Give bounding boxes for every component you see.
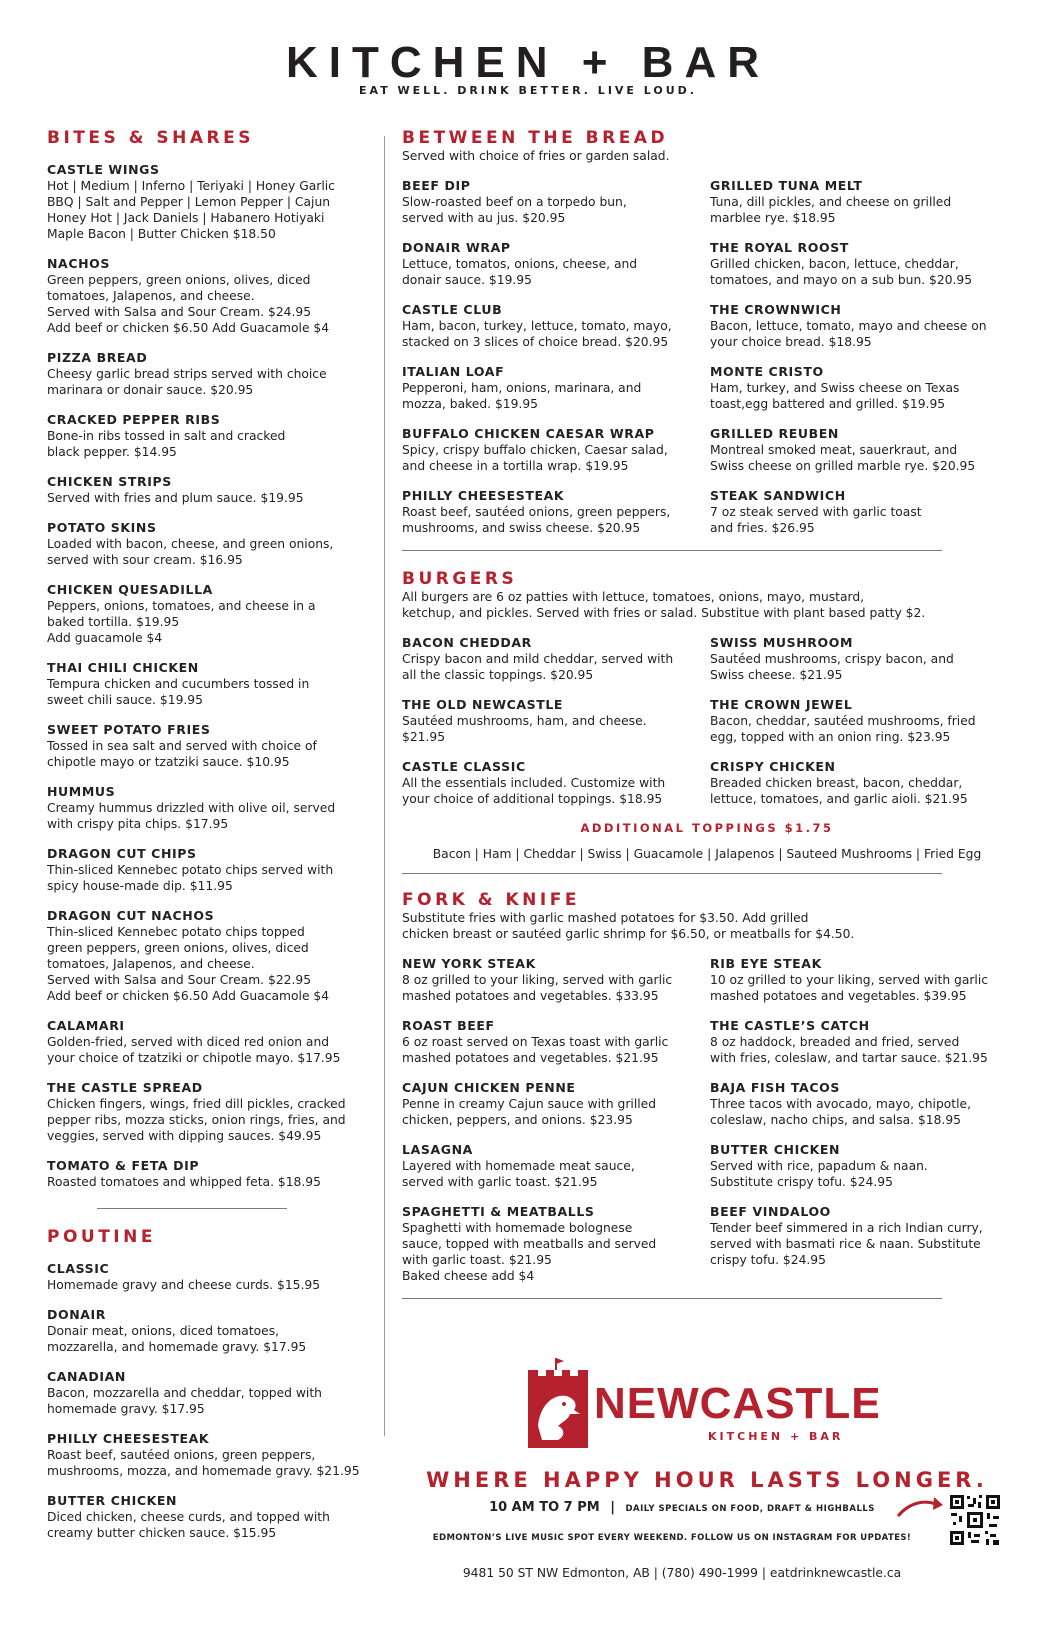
- fork-grid: [402, 942, 1012, 1284]
- menu-item-name: SWEET POTATO FRIES: [47, 722, 211, 737]
- menu-item-name: POTATO SKINS: [47, 520, 157, 535]
- menu-item: [402, 178, 710, 226]
- castle-dragon-logo-icon: [528, 1356, 878, 1448]
- menu-item: [710, 1018, 1010, 1066]
- menu-item: [402, 635, 710, 683]
- menu-item: [402, 1080, 710, 1128]
- menu-item: [402, 956, 710, 1004]
- menu-item-desc: Penne in creamy Cajun sauce with grilled chicken, peppers, and onions. $23.95: [402, 1097, 657, 1127]
- menu-item: [47, 1261, 367, 1293]
- menu-item-name: CAJUN CHICKEN PENNE: [402, 1080, 576, 1095]
- menu-item: [47, 784, 367, 832]
- menu-item-desc: Bone-in ribs tossed in salt and cracked black pepper. $14.95: [47, 429, 286, 459]
- menu-item-desc: All the essentials included. Customize with your choice of additional toppings. $18.95: [402, 776, 666, 806]
- menu-item-desc: Layered with homemade meat sauce, served with garlic toast. $21.95: [402, 1159, 635, 1189]
- menu-item-desc: Roast beef, sautéed onions, green peppers, mushrooms, mozza, and homemade gravy. $21.95: [47, 1448, 360, 1478]
- menu-item-desc: Creamy hummus drizzled with olive oil, served with crispy pita chips. $17.95: [47, 801, 336, 831]
- toppings-title: ADDITIONAL TOPPINGS $1.75: [580, 821, 834, 835]
- menu-item-desc: Thin-sliced Kennebec potato chips served with spicy house-made dip. $11.95: [47, 863, 334, 893]
- left-column: [47, 128, 367, 1541]
- menu-item-desc: Crispy bacon and mild cheddar, served with all the classic toppings. $20.95: [402, 652, 674, 682]
- menu-item: [47, 722, 367, 770]
- burgers-grid: [402, 621, 1012, 807]
- menu-item: [47, 256, 367, 336]
- fork-section-title: FORK & KNIFE: [402, 890, 580, 910]
- bread-divider: [402, 550, 942, 551]
- menu-item-name: PIZZA BREAD: [47, 350, 148, 365]
- menu-item-name: RIB EYE STEAK: [710, 956, 822, 971]
- menu-item-name: CRACKED PEPPER RIBS: [47, 412, 221, 427]
- burgers-divider: [402, 873, 942, 874]
- menu-item-name: GRILLED TUNA MELT: [710, 178, 863, 193]
- qr-code-icon[interactable]: [949, 1494, 1001, 1546]
- menu-item-name: CANADIAN: [47, 1369, 126, 1384]
- menu-item-desc: Pepperoni, ham, onions, marinara, and mozza, baked. $19.95: [402, 381, 642, 411]
- newcastle-logo: [528, 1356, 878, 1448]
- menu-item: [47, 582, 367, 646]
- menu-item-name: MONTE CRISTO: [710, 364, 824, 379]
- menu-item: [47, 474, 367, 506]
- menu-item-desc: Sautéed mushrooms, crispy bacon, and Swiss cheese. $21.95: [710, 652, 954, 682]
- menu-item-desc: Tender beef simmered in a rich Indian curry, served with basmati rice & naan. Substitute crispy tofu. $24.95: [710, 1221, 983, 1267]
- menu-item: [47, 1493, 367, 1541]
- specials-text: DAILY SPECIALS ON FOOD, DRAFT & HIGHBALLS: [625, 1504, 875, 1514]
- menu-item-desc: Ham, turkey, and Swiss cheese on Texas toast,egg battered and grilled. $19.95: [710, 381, 960, 411]
- menu-item: [710, 1080, 1010, 1128]
- menu-item-desc: Served with fries and plum sauce. $19.95: [47, 491, 304, 505]
- menu-item: [47, 1158, 367, 1190]
- bread-section-title: BETWEEN THE BREAD: [402, 128, 669, 148]
- menu-item: [710, 635, 1010, 683]
- menu-item-name: LASAGNA: [402, 1142, 473, 1157]
- menu-item-name: DRAGON CUT CHIPS: [47, 846, 197, 861]
- menu-item-name: DRAGON CUT NACHOS: [47, 908, 215, 923]
- menu-item-name: GRILLED REUBEN: [710, 426, 839, 441]
- menu-item-name: CASTLE CLUB: [402, 302, 503, 317]
- logo-name: NEWCASTLE: [594, 1379, 878, 1428]
- menu-item: [402, 302, 710, 350]
- menu-item-name: DONAIR WRAP: [402, 240, 511, 255]
- curved-arrow-icon: [896, 1494, 944, 1520]
- menu-item: [402, 1018, 710, 1066]
- right-column: [402, 128, 1012, 1299]
- menu-item-desc: 8 oz haddock, breaded and fried, served with fries, coleslaw, and tartar sauce. $21.95: [710, 1035, 988, 1065]
- menu-item-desc: Golden-fried, served with diced red onion and your choice of tzatziki or chipotle mayo. $17.95: [47, 1035, 341, 1065]
- menu-item-desc: Roasted tomatoes and whipped feta. $18.95: [47, 1175, 321, 1189]
- menu-item-desc: Cheesy garlic bread strips served with choice marinara or donair sauce. $20.95: [47, 367, 327, 397]
- column-divider: [384, 136, 385, 1436]
- menu-item-name: DONAIR: [47, 1307, 107, 1322]
- menu-item-name: THE OLD NEWCASTLE: [402, 697, 564, 712]
- menu-item: [402, 1142, 710, 1190]
- menu-item: [47, 660, 367, 708]
- menu-item-name: THE CROWNWICH: [710, 302, 842, 317]
- menu-item-name: THE CASTLE SPREAD: [47, 1080, 203, 1095]
- toppings-list: Bacon | Ham | Cheddar | Swiss | Guacamole | Jalapenos | Sauteed Mushrooms | Fried Egg: [432, 847, 982, 861]
- menu-item-name: BUTTER CHICKEN: [47, 1493, 178, 1508]
- menu-item-name: BAJA FISH TACOS: [710, 1080, 840, 1095]
- menu-item-name: TOMATO & FETA DIP: [47, 1158, 200, 1173]
- fork-divider: [402, 1298, 942, 1299]
- menu-item-name: NEW YORK STEAK: [402, 956, 536, 971]
- menu-item: [47, 908, 367, 1004]
- menu-item-desc: Diced chicken, cheese curds, and topped with creamy butter chicken sauce. $15.95: [47, 1510, 330, 1540]
- menu-item-desc: Green peppers, green onions, olives, diced tomatoes, Jalapenos, and cheese. Served with Salsa and Sour Cream. $24.95 Add beef or chicken $6.50 Add Guacamole $4: [47, 273, 330, 335]
- menu-item: [710, 759, 1010, 807]
- menu-item-name: SPAGHETTI & MEATBALLS: [402, 1204, 595, 1219]
- menu-item: [710, 488, 1010, 536]
- happy-hour-slogan: WHERE HAPPY HOUR LASTS LONGER.: [426, 1468, 988, 1492]
- menu-item-name: NACHOS: [47, 256, 110, 271]
- menu-item: [402, 697, 710, 745]
- hours-line: [402, 1500, 962, 1515]
- menu-item-name: CHICKEN QUESADILLA: [47, 582, 213, 597]
- hours-text: 10 AM TO 7 PM: [489, 1500, 600, 1515]
- menu-item: [47, 1080, 367, 1144]
- menu-item: [710, 1142, 1010, 1190]
- menu-item: [710, 240, 1010, 288]
- menu-item: [47, 1369, 367, 1417]
- menu-item: [402, 759, 710, 807]
- live-music-line: EDMONTON’S LIVE MUSIC SPOT EVERY WEEKEND. FOLLOW US ON INSTAGRAM FOR UPDATES!: [432, 1533, 912, 1543]
- menu-item-name: BACON CHEDDAR: [402, 635, 532, 650]
- menu-item-desc: Peppers, onions, tomatoes, and cheese in a baked tortilla. $19.95 Add guacamole $4: [47, 599, 316, 645]
- menu-item-desc: Tossed in sea salt and served with choice of chipotle mayo or tzatziki sauce. $10.95: [47, 739, 317, 769]
- menu-item: [710, 697, 1010, 745]
- burgers-subtitle: All burgers are 6 oz patties with lettuce, tomatoes, onions, mayo, mustard, ketchup, and pickles. Served with fries or salad. Substitue with plant based patty $2.: [402, 590, 926, 620]
- poutine-list: [47, 1261, 367, 1541]
- menu-item-desc: Spaghetti with homemade bolognese sauce, topped with meatballs and served with garlic toast. $21.95 Baked cheese add $4: [402, 1221, 657, 1283]
- menu-title: KITCHEN + BAR: [285, 38, 771, 87]
- menu-item-name: CASTLE CLASSIC: [402, 759, 526, 774]
- menu-item: [402, 1204, 710, 1284]
- menu-item-name: HUMMUS: [47, 784, 116, 799]
- menu-item-desc: Donair meat, onions, diced tomatoes, mozzarella, and homemade gravy. $17.95: [47, 1324, 307, 1354]
- menu-item-desc: Montreal smoked meat, sauerkraut, and Swiss cheese on grilled marble rye. $20.95: [710, 443, 976, 473]
- menu-item-desc: Bacon, lettuce, tomato, mayo and cheese on your choice bread. $18.95: [710, 319, 987, 349]
- menu-item: [47, 350, 367, 398]
- menu-item-desc: 6 oz roast served on Texas toast with garlic mashed potatoes and vegetables. $21.95: [402, 1035, 669, 1065]
- menu-item: [47, 1018, 367, 1066]
- menu-item: [47, 412, 367, 460]
- menu-item-desc: Roast beef, sautéed onions, green peppers, mushrooms, and swiss cheese. $20.95: [402, 505, 671, 535]
- menu-item: [47, 520, 367, 568]
- menu-item-name: THE ROYAL ROOST: [710, 240, 849, 255]
- menu-item-name: STEAK SANDWICH: [710, 488, 846, 503]
- menu-item-desc: Spicy, crispy buffalo chicken, Caesar salad, and cheese in a tortilla wrap. $19.95: [402, 443, 668, 473]
- menu-item-name: ITALIAN LOAF: [402, 364, 505, 379]
- menu-item-name: CRISPY CHICKEN: [710, 759, 836, 774]
- bites-list: [47, 162, 367, 1190]
- menu-item-desc: Breaded chicken breast, bacon, cheddar, lettuce, tomatoes, and garlic aioli. $21.95: [710, 776, 968, 806]
- menu-item-desc: Chicken fingers, wings, fried dill pickles, cracked pepper ribs, mozza sticks, onion rings, fries, and veggies, served with dipping sauces. $49.95: [47, 1097, 346, 1143]
- menu-item-name: SWISS MUSHROOM: [710, 635, 854, 650]
- menu-item-name: BEEF DIP: [402, 178, 471, 193]
- menu-item: [710, 364, 1010, 412]
- menu-item: [710, 956, 1010, 1004]
- menu-item-desc: 8 oz grilled to your liking, served with garlic mashed potatoes and vegetables. $33.95: [402, 973, 673, 1003]
- menu-tagline: EAT WELL. DRINK BETTER. LIVE LOUD.: [359, 84, 697, 97]
- menu-item: [402, 426, 710, 474]
- menu-item-desc: Tempura chicken and cucumbers tossed in sweet chili sauce. $19.95: [47, 677, 310, 707]
- menu-item-name: PHILLY CHEESESTEAK: [47, 1431, 210, 1446]
- bread-grid: [402, 164, 1012, 536]
- fork-subtitle: Substitute fries with garlic mashed potatoes for $3.50. Add grilled chicken breast or sautéed garlic shrimp for $6.50, or meatballs for $4.50.: [402, 911, 855, 941]
- menu-item-name: CALAMARI: [47, 1018, 125, 1033]
- burgers-section-title: BURGERS: [402, 569, 518, 589]
- menu-item: [402, 488, 710, 536]
- menu-item: [710, 178, 1010, 226]
- menu-item-desc: Homemade gravy and cheese curds. $15.95: [47, 1278, 321, 1292]
- menu-item-name: BUFFALO CHICKEN CAESAR WRAP: [402, 426, 655, 441]
- menu-item-name: CHICKEN STRIPS: [47, 474, 172, 489]
- menu-item-desc: 7 oz steak served with garlic toast and fries. $26.95: [710, 505, 922, 535]
- menu-item-desc: Three tacos with avocado, mayo, chipotle, coleslaw, nacho chips, and salsa. $18.95: [710, 1097, 972, 1127]
- menu-item: [47, 1431, 367, 1479]
- menu-item: [402, 240, 710, 288]
- menu-item-desc: Grilled chicken, bacon, lettuce, cheddar, tomatoes, and mayo on a sub bun. $20.95: [710, 257, 973, 287]
- address-line: 9481 50 ST NW Edmonton, AB | (780) 490-1999 | eatdrinknewcastle.ca: [462, 1566, 902, 1580]
- menu-item-desc: Tuna, dill pickles, and cheese on grilled marblee rye. $18.95: [710, 195, 952, 225]
- menu-item-name: THE CASTLE’S CATCH: [710, 1018, 870, 1033]
- menu-item-name: BUTTER CHICKEN: [710, 1142, 841, 1157]
- menu-item-name: ROAST BEEF: [402, 1018, 495, 1033]
- menu-item-desc: Hot | Medium | Inferno | Teriyaki | Honey Garlic BBQ | Salt and Pepper | Lemon Pepper | Cajun Honey Hot | Jack Daniels | Habanero Hotiyaki Maple Bacon | Butter Chicken $18.50: [47, 179, 335, 241]
- menu-item: [710, 426, 1010, 474]
- menu-item-desc: Lettuce, tomatos, onions, cheese, and donair sauce. $19.95: [402, 257, 638, 287]
- poutine-section-title: POUTINE: [47, 1227, 156, 1247]
- menu-item-desc: Thin-sliced Kennebec potato chips topped green peppers, green onions, olives, diced tomatoes, Jalapenos, and cheese. Served with Salsa and Sour Cream. $22.95 Add beef or chicken $6.50 Add Guacamole $4: [47, 925, 330, 1003]
- menu-item: [47, 846, 367, 894]
- bites-section-title: BITES & SHARES: [47, 128, 254, 148]
- menu-item-desc: Bacon, mozzarella and cheddar, topped with homemade gravy. $17.95: [47, 1386, 322, 1416]
- menu-item: [710, 302, 1010, 350]
- menu-item: [402, 364, 710, 412]
- menu-item-name: BEEF VINDALOO: [710, 1204, 831, 1219]
- menu-item-name: PHILLY CHEESESTEAK: [402, 488, 565, 503]
- menu-item-name: CLASSIC: [47, 1261, 110, 1276]
- menu-item-desc: Served with rice, papadum & naan. Substitute crispy tofu. $24.95: [710, 1159, 928, 1189]
- menu-item-desc: 10 oz grilled to your liking, served with garlic mashed potatoes and vegetables. $39.95: [710, 973, 989, 1003]
- menu-item: [47, 1307, 367, 1355]
- hours-separator: |: [610, 1500, 615, 1515]
- bread-subtitle: Served with choice of fries or garden salad.: [402, 149, 670, 163]
- menu-item-name: THAI CHILI CHICKEN: [47, 660, 199, 675]
- menu-item: [47, 162, 367, 242]
- menu-item-name: THE CROWN JEWEL: [710, 697, 853, 712]
- menu-item-desc: Ham, bacon, turkey, lettuce, tomato, mayo, stacked on 3 slices of choice bread. $20.95: [402, 319, 672, 349]
- logo-sub: KITCHEN + BAR: [708, 1430, 844, 1443]
- menu-item: [710, 1204, 1010, 1284]
- menu-item-desc: Bacon, cheddar, sautéed mushrooms, fried egg, topped with an onion ring. $23.95: [710, 714, 976, 744]
- menu-item-desc: Slow-roasted beef on a torpedo bun, served with au jus. $20.95: [402, 195, 627, 225]
- menu-item-desc: Sautéed mushrooms, ham, and cheese. $21.95: [402, 714, 647, 744]
- left-divider: [97, 1208, 287, 1209]
- menu-item-name: CASTLE WINGS: [47, 162, 160, 177]
- menu-item-desc: Loaded with bacon, cheese, and green onions, served with sour cream. $16.95: [47, 537, 334, 567]
